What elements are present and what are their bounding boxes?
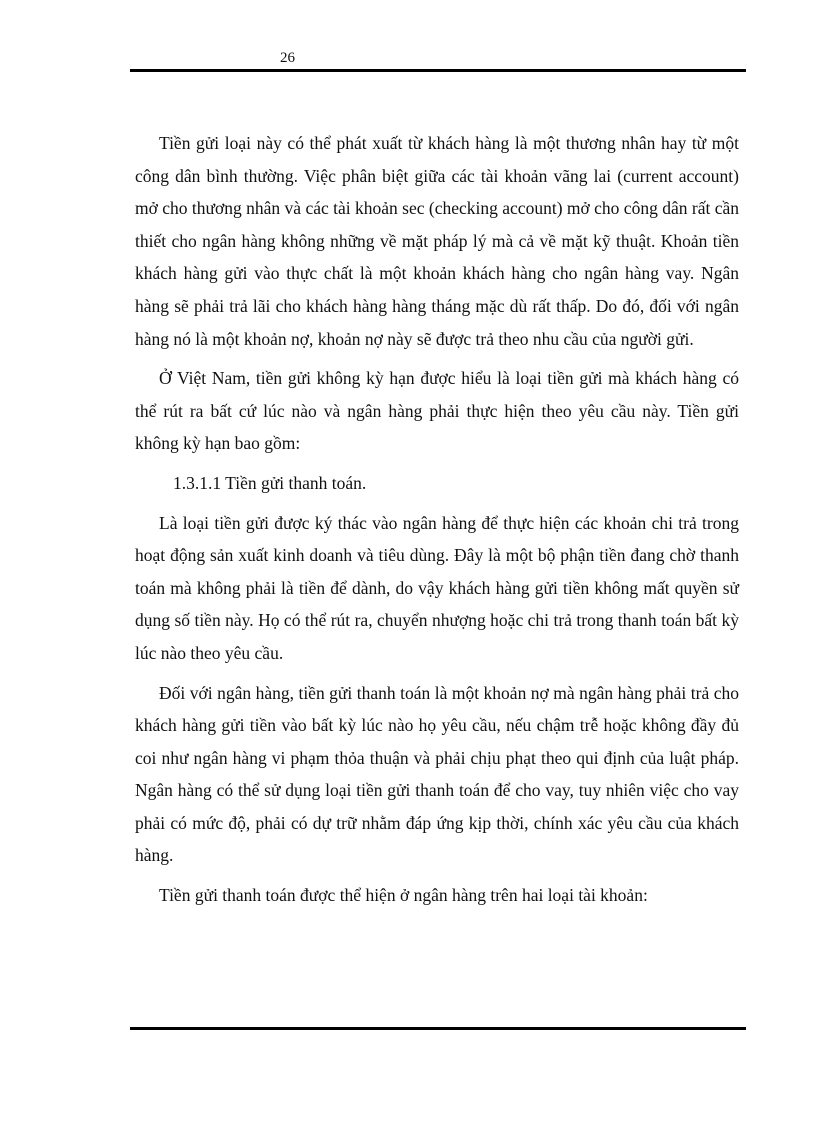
page-number: 26 (280, 50, 295, 66)
paragraph-account-types-intro: Tiền gửi thanh toán được thể hiện ở ngân hàng trên hai loại tài khoản: (159, 885, 648, 906)
paragraph-vietnam-demand-deposits: Ở Việt Nam, tiền gửi không kỳ hạn được hiểu là loại tiền gửi mà khách hàng có thể rút ra bất cứ lúc nào và ngân hàng phải thực hiện theo yêu cầu này. Tiền gửi không kỳ hạn bao gồm: (135, 368, 739, 454)
paragraph-payment-deposit-definition: Là loại tiền gửi được ký thác vào ngân hàng để thực hiện các khoản chi trả trong hoạt động sản xuất kinh doanh và tiêu dùng. Đây là một bộ phận tiền đang chờ thanh toán mà không phải là tiền để dành, do vậy khách hàng gửi tiền không mất quyền sử dụng số tiền này. Họ có thể rút ra, chuyển nhượng hoặc chi trả trong thanh toán bất kỳ lúc nào theo yêu cầu. (135, 512, 739, 663)
paragraph-deposit-sources: Tiền gửi loại này có thể phát xuất từ khách hàng là một thương nhân hay từ một công dân bình thường. Việc phân biệt giữa các tài khoản vãng lai (current account) mở cho thương nhân và các tài khoản sec (checking account) mở cho công dân rất cần thiết cho ngân hàng không những về mặt pháp lý mà cả về mặt kỹ thuật. Khoản tiền khách hàng gửi vào thực chất là một khoản khách hàng cho ngân hàng vay. Ngân hàng sẽ phải trả lãi cho khách hàng hàng tháng mặc dù rất thấp. Do đó, đối với ngân hàng nó là một khoản nợ, khoản nợ này sẽ được trả theo nhu cầu của người gửi. (135, 133, 739, 349)
paragraph-bank-obligation: Đối với ngân hàng, tiền gửi thanh toán là một khoản nợ mà ngân hàng phải trả cho khách hàng gửi tiền vào bất kỳ lúc nào họ yêu cầu, nếu chậm trễ hoặc không đầy đủ coi như ngân hàng vi phạm thỏa thuận và phải chịu phạt theo qui định của luật pháp. Ngân hàng có thể sử dụng loại tiền gửi thanh toán để cho vay, tuy nhiên việc cho vay phải có mức độ, phải có dự trữ nhằm đáp ứng kịp thời, chính xác yêu cầu của khách hàng. (135, 682, 739, 866)
document-body (135, 127, 739, 919)
footer-rule (130, 1027, 746, 1030)
header-rule (130, 69, 746, 72)
section-heading-1-3-1-1: 1.3.1.1 Tiền gửi thanh toán. (173, 472, 367, 493)
